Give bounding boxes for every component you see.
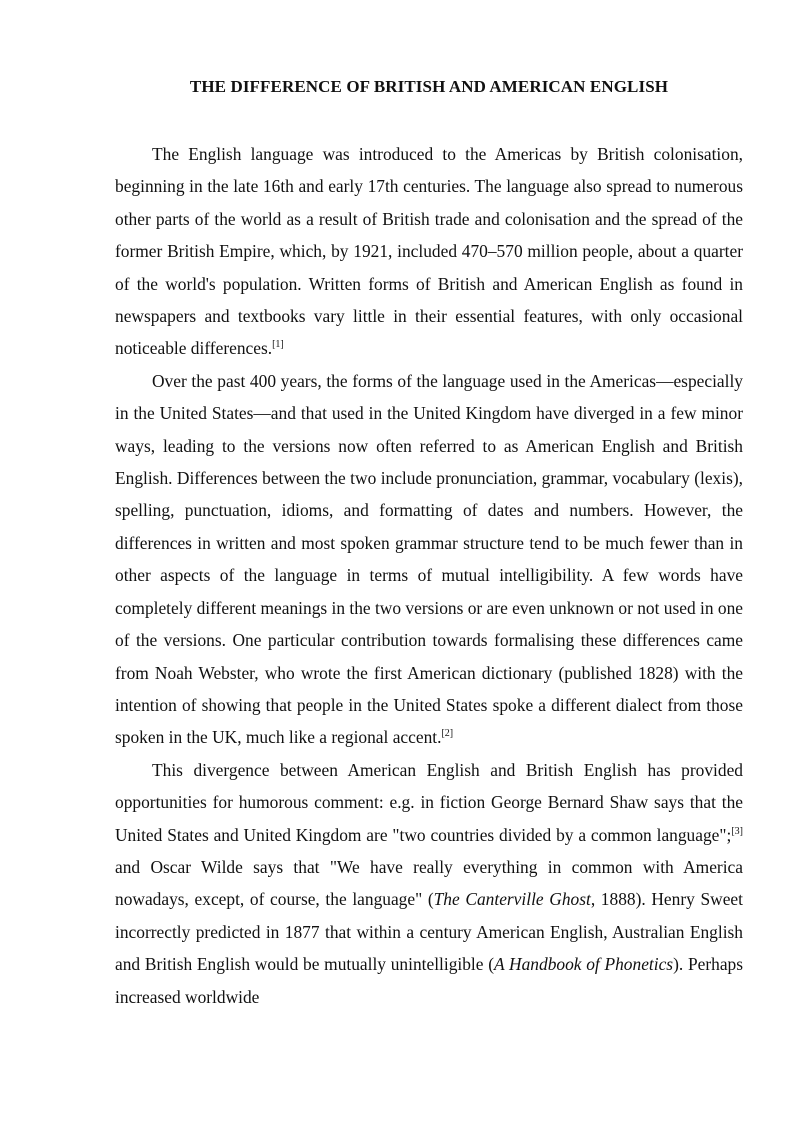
paragraph-1-text: The English language was introduced to the Americas by British colonisation, beginning in the late 16th and early 17th centuries. The language also spread to numerous other parts of the world as a result of British trade and colonisation and the spread of the former British Empire, which, by 1921, included 470–570 million people, about a quarter of the world's population. Written forms of British and American English as found in newspapers and textbooks vary little in their essential features, with only occasional noticeable differences. xyxy=(115,144,743,359)
document-page xyxy=(115,73,743,1013)
paragraph-1 xyxy=(115,138,743,365)
paragraph-3-text-a: This divergence between American English and British English has provided opportunities for humorous comment: e.g. in fiction George Bernard Shaw says that the United States and United Kingdom are "two countries divided by a common language"; xyxy=(115,759,743,845)
footnote-ref-1[interactable]: [1] xyxy=(272,339,284,351)
paragraph-3-text-d: ). Perhaps increased worldwide xyxy=(115,954,744,1007)
work-title-handbook-of-phonetics: A Handbook of Phonetics xyxy=(494,954,674,975)
footnote-ref-3[interactable]: [3] xyxy=(731,825,743,837)
paragraph-2-text: Over the past 400 years, the forms of the language used in the Americas—especially in the United States—and that used in the United Kingdom have diverged in a few minor ways, leading to the versions now often referred to as American English and British English. Differences between the two include pronunciation, grammar, vocabulary (lexis), spelling, punctuation, idioms, and formatting of dates and numbers. However, the differences in written and most spoken grammar structure tend to be much fewer than in other aspects of the language in terms of mutual intelligibility. A few words have completely different meanings in the two versions or are even unknown or not used in one of the versions. One particular contribution towards formalising these differences came from Noah Webster, who wrote the first American dictionary (published 1828) with the intention of showing that people in the United States spoke a different dialect from those spoken in the UK, much like a regional accent. xyxy=(115,370,743,748)
paragraph-3 xyxy=(115,754,743,1013)
paragraph-3-text-b: and Oscar Wilde says that "We have really everything in common with America nowadays, except, of course, the language" ( xyxy=(115,856,743,910)
paragraph-3-text-c: , 1888). Henry Sweet incorrectly predicted in 1877 that within a century American English, Australian English and British English would be mutually unintelligible ( xyxy=(115,889,743,975)
paragraph-2 xyxy=(115,365,743,754)
work-title-canterville-ghost: The Canterville Ghost xyxy=(433,889,591,910)
footnote-ref-2[interactable]: [2] xyxy=(441,728,454,740)
document-title: THE DIFFERENCE OF BRITISH AND AMERICAN ENGLISH xyxy=(189,77,669,96)
